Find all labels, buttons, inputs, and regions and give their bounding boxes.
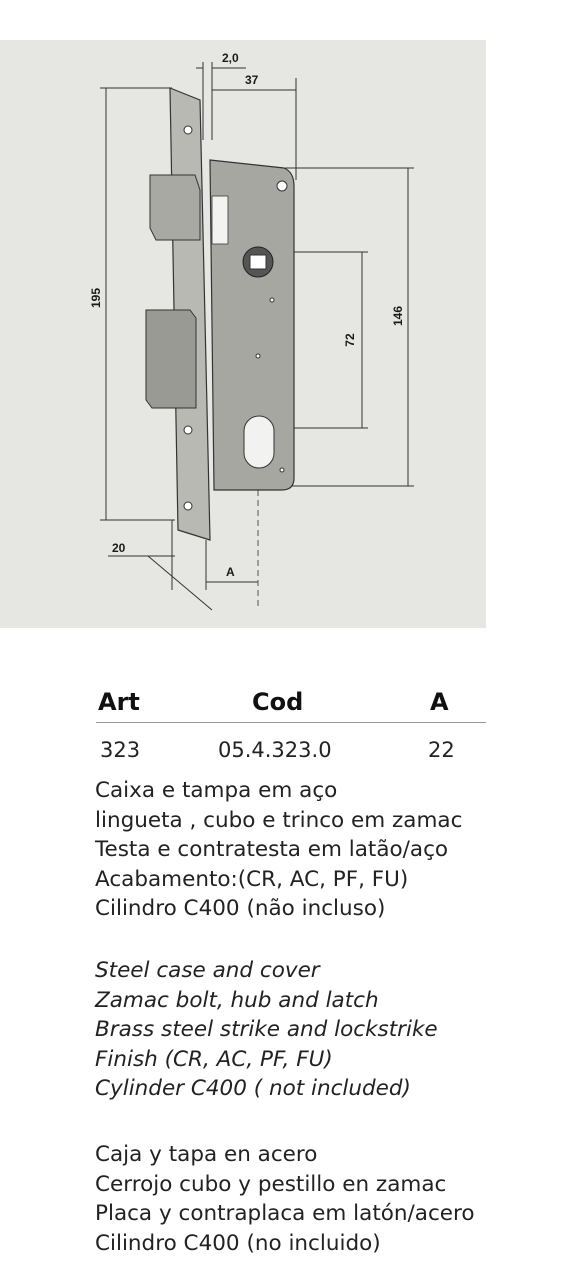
desc-line: Cylinder C400 ( not included) [95, 1076, 411, 1101]
deadbolt [146, 310, 196, 408]
cylinder-hole [244, 416, 274, 468]
dim-face-thickness: 2,0 [222, 51, 239, 65]
lock-technical-drawing [0, 40, 486, 628]
rivet [256, 354, 260, 358]
desc-line: Acabamento:(CR, AC, PF, FU) [95, 866, 409, 892]
description-english [95, 956, 438, 1104]
cell-cod: 05.4.323.0 [218, 738, 332, 762]
desc-line: Cerrojo cubo y pestillo en zamac [95, 1171, 447, 1197]
dim-hub-to-cylinder: 72 [343, 333, 357, 347]
screw-hole [184, 502, 192, 510]
cell-art: 323 [100, 738, 141, 762]
desc-line: Caixa e tampa em aço [95, 778, 338, 803]
desc-line: lingueta , cubo e trinco em zamac [95, 807, 463, 833]
desc-line: Cilindro C400 (no incluido) [95, 1230, 381, 1256]
screw-hole [184, 126, 192, 134]
rivet [280, 468, 284, 472]
dim-overall-height: 195 [89, 287, 103, 309]
header-a: A [430, 688, 449, 716]
technical-drawing-panel [0, 40, 486, 628]
dim-case-height: 146 [391, 305, 405, 327]
desc-line: Testa e contratesta em latão/aço [95, 837, 449, 862]
description-portuguese [95, 776, 462, 924]
desc-line: Cilindro C400 (não incluso) [95, 896, 386, 921]
table-header [0, 688, 573, 722]
dim-backset-depth: 37 [245, 73, 259, 87]
header-cod: Cod [252, 688, 304, 716]
rivet [277, 181, 287, 191]
desc-line: Brass steel strike and lockstrike [95, 1017, 438, 1042]
desc-line: Steel case and cover [95, 958, 320, 983]
header-art: Art [98, 688, 140, 716]
desc-line: Zamac bolt, hub and latch [95, 987, 379, 1013]
desc-line: Caja y tapa en acero [95, 1142, 318, 1167]
header-divider [96, 722, 486, 723]
desc-line: Placa y contraplaca em latón/acero [95, 1201, 475, 1226]
desc-line: Finish (CR, AC, PF, FU) [95, 1046, 333, 1072]
cell-a: 22 [428, 738, 455, 762]
dim-backset: A [226, 565, 235, 579]
rivet [270, 298, 274, 302]
hub-square [250, 255, 266, 269]
dim-face-width: 20 [112, 541, 126, 555]
description-spanish [95, 1140, 475, 1258]
latch-window [212, 196, 228, 244]
screw-hole [184, 426, 192, 434]
latch-bolt [150, 175, 200, 240]
